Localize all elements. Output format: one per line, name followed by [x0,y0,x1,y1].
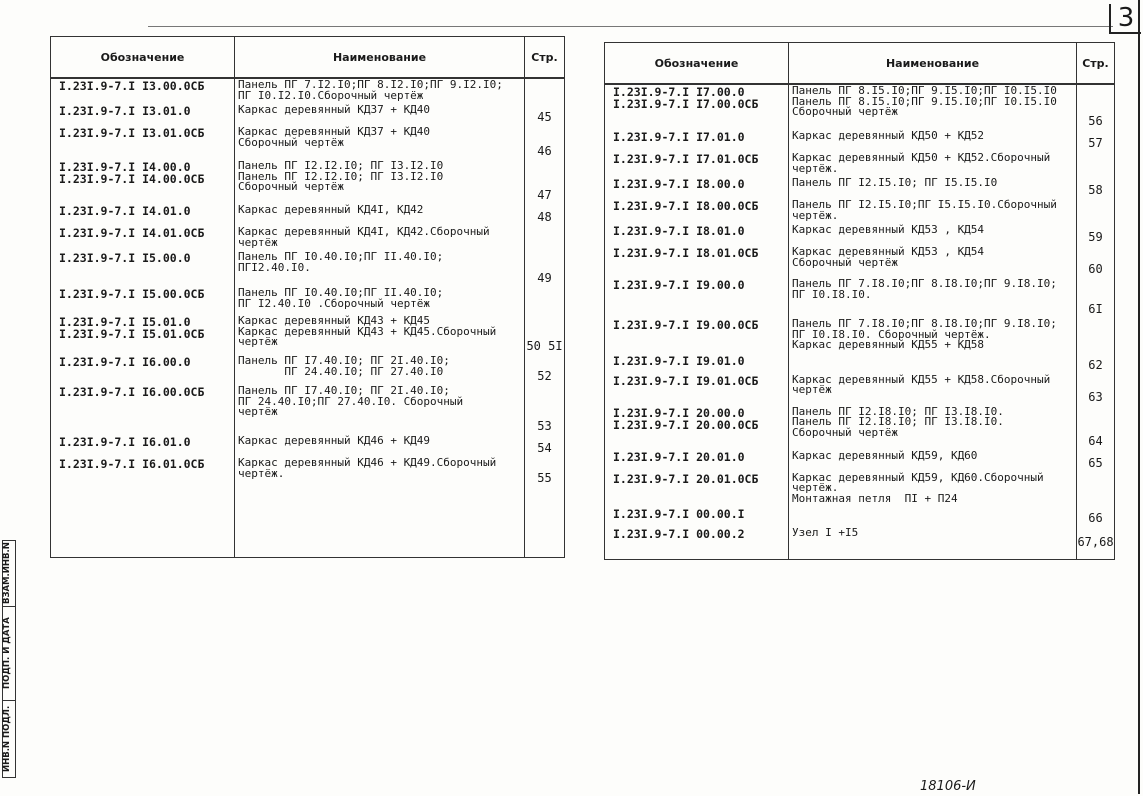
page-cell [1077,318,1115,354]
name-cell: Узел I +I5 [789,527,1077,551]
designation-cell: I.23I.9-7.I I9.01.0СБ [605,374,789,406]
name-cell: Панель ПГ 7.I8.I0;ПГ 8.I8.I0;ПГ 9.I8.I0; ПГ I0.I8.I0. [789,278,1077,318]
sheet-number: 3 [1109,4,1141,34]
name-cell [789,507,1077,527]
designation-cell: I.23I.9-7.I 20.00.0 I.23I.9-7.I 20.00.0СБ [605,406,789,450]
table-row [605,472,1115,508]
name-cell: Панель ПГ I0.40.I0;ПГ II.40.I0; ПГ I2.40.I0 .Сборочный чертёж [235,287,525,315]
table-row [51,226,565,251]
table-row [605,450,1115,472]
designation-cell: I.23I.9-7.I I7.01.0 [605,130,789,152]
empty-cell [51,487,235,558]
empty-cell [235,487,525,558]
name-cell: Каркас деревянный КД55 + КД58.Сборочный чертёж [789,374,1077,406]
designation-cell: I.23I.9-7.I I9.01.0 [605,354,789,374]
left-spec-table [50,36,565,558]
right-table-body [605,84,1115,560]
name-cell: Каркас деревянный КД37 + КД40 [235,104,525,126]
table-row [605,406,1115,450]
header-name: Наименование [789,43,1077,85]
table-row [605,152,1115,177]
designation-cell: I.23I.9-7.I I8.01.0 [605,224,789,246]
margin-label-replacement: ВЗАМ.ИНВ.N [2,542,12,604]
table-row [51,204,565,226]
name-cell: Каркас деревянный КД53 , КД54 [789,224,1077,246]
left-table-body [51,78,565,558]
table-row [605,354,1115,374]
name-cell: Каркас деревянный КД50 + КД52.Сборочный чертёж. [789,152,1077,177]
name-cell: Панель ПГ I2.I8.I0; ПГ I3.I8.I0. Панель ПГ I2.I8.I0; ПГ I3.I8.I0. Сборочный чертёж [789,406,1077,450]
table-row [51,78,565,104]
empty-cell [1077,551,1115,560]
page-cell: 60 [1077,246,1115,278]
name-cell: Каркас деревянный КД50 + КД52 [789,130,1077,152]
name-cell: Панель ПГ I7.40.I0; ПГ 2I.40.I0; ПГ 24.40.I0;ПГ 27.40.I0. Сборочный чертёж [235,385,525,435]
name-cell: Каркас деревянный КД4I, КД42.Сборочный чертёж [235,226,525,251]
table-row [605,199,1115,224]
table-row [605,130,1115,152]
page-cell: 52 [525,355,565,385]
table-row [605,278,1115,318]
empty-cell [789,551,1077,560]
page-cell: 67,68 [1077,527,1115,551]
name-cell: Каркас деревянный КД37 + КД40 Сборочный чертёж [235,126,525,160]
page-cell: 66 [1077,507,1115,527]
designation-cell: I.23I.9-7.I I6.00.0СБ [51,385,235,435]
name-cell: Каркас деревянный КД53 , КД54 Сборочный чертёж [789,246,1077,278]
table-row [51,355,565,385]
page-cell: 50 5I [525,315,565,355]
bottom-note: 18106-И [920,779,976,794]
name-cell: Панель ПГ I2.I5.I0;ПГ I5.I5.I0.Сборочный чертёж. [789,199,1077,224]
designation-cell: I.23I.9-7.I I9.00.0 [605,278,789,318]
sheet-top-line [148,26,1113,27]
table-row [605,527,1115,551]
designation-cell: I.23I.9-7.I I9.00.0СБ [605,318,789,354]
page-cell: 56 [1077,84,1115,130]
table-row [605,84,1115,130]
designation-cell: I.23I.9-7.I I8.00.0СБ [605,199,789,224]
header-page: Стр. [525,37,565,79]
table-row [51,104,565,126]
designation-cell: I.23I.9-7.I 00.00.I [605,507,789,527]
margin-divider [2,606,16,607]
page-cell: 48 [525,204,565,226]
page-cell: 47 [525,160,565,204]
empty-cell [525,487,565,558]
designation-cell: I.23I.9-7.I I3.00.0СБ [51,78,235,104]
name-cell: Каркас деревянный КД59, КД60.Сборочный чертёж. Монтажная петля ПI + П24 [789,472,1077,508]
page-cell [525,226,565,251]
page-cell: 46 [525,126,565,160]
header-designation: Обозначение [51,37,235,79]
name-cell: Каркас деревянный КД43 + КД45 Каркас деревянный КД43 + КД45.Сборочный чертёж [235,315,525,355]
page-cell: 49 [525,251,565,287]
designation-cell: I.23I.9-7.I I6.01.0 [51,435,235,457]
table-row [51,385,565,435]
page-cell [1077,152,1115,177]
margin-label-signature: ПОДП. И ДАТА [2,617,12,689]
table-row [51,251,565,287]
page-cell: 57 [1077,130,1115,152]
name-cell: Панель ПГ 7.I2.I0;ПГ 8.I2.I0;ПГ 9.I2.I0; ПГ I0.I2.I0.Сборочный чертёж [235,78,525,104]
page-cell: 58 [1077,177,1115,199]
margin-label-inventory: ИНВ.N ПОДЛ. [2,705,12,773]
header-page: Стр. [1077,43,1115,85]
page-cell [525,287,565,315]
table-row [51,287,565,315]
designation-cell: I.23I.9-7.I I5.00.0СБ [51,287,235,315]
table-row [605,224,1115,246]
page-cell: 59 [1077,224,1115,246]
designation-cell: I.23I.9-7.I 20.01.0 [605,450,789,472]
designation-cell: I.23I.9-7.I 20.01.0СБ [605,472,789,508]
page-cell [1077,199,1115,224]
name-cell: Панель ПГ I2.I2.I0; ПГ I3.I2.I0 Панель ПГ I2.I2.I0; ПГ I3.I2.I0 Сборочный чертёж [235,160,525,204]
name-cell: Панель ПГ 8.I5.I0;ПГ 9.I5.I0;ПГ I0.I5.I0 Панель ПГ 8.I5.I0;ПГ 9.I5.I0;ПГ I0.I5.I0 Сборочный чертёж [789,84,1077,130]
designation-cell: I.23I.9-7.I I4.01.0СБ [51,226,235,251]
name-cell: Каркас деревянный КД46 + КД49 [235,435,525,457]
name-cell: Панель ПГ I0.40.I0;ПГ II.40.I0; ПГI2.40.I0. [235,251,525,287]
designation-cell: I.23I.9-7.I 00.00.2 [605,527,789,551]
designation-cell: I.23I.9-7.I I4.01.0 [51,204,235,226]
right-spec-table [604,42,1115,560]
page-cell: 62 [1077,354,1115,374]
designation-cell: I.23I.9-7.I I6.00.0 [51,355,235,385]
name-cell: Каркас деревянный КД46 + КД49.Сборочный чертёж. [235,457,525,487]
table-row [605,246,1115,278]
page-cell: 65 [1077,450,1115,472]
name-cell: Панель ПГ I7.40.I0; ПГ 2I.40.I0; ПГ 24.40.I0; ПГ 27.40.I0 [235,355,525,385]
name-cell: Каркас деревянный КД59, КД60 [789,450,1077,472]
designation-cell: I.23I.9-7.I I6.01.0СБ [51,457,235,487]
page-cell [525,78,565,104]
designation-cell: I.23I.9-7.I I4.00.0 I.23I.9-7.I I4.00.0СБ [51,160,235,204]
table-row [51,126,565,160]
empty-cell [605,551,789,560]
designation-cell: I.23I.9-7.I I7.00.0 I.23I.9-7.I I7.00.0СБ [605,84,789,130]
table-row [51,457,565,487]
page-cell: 53 [525,385,565,435]
page-cell: 45 [525,104,565,126]
designation-cell: I.23I.9-7.I I5.00.0 [51,251,235,287]
table-row [51,160,565,204]
page-cell [1077,472,1115,508]
header-name: Наименование [235,37,525,79]
name-cell: Каркас деревянный КД4I, КД42 [235,204,525,226]
page-cell: 64 [1077,406,1115,450]
page-cell: 54 [525,435,565,457]
name-cell: Панель ПГ 7.I8.I0;ПГ 8.I8.I0;ПГ 9.I8.I0; ПГ I0.I8.I0. Сборочный чертёж. Каркас деревянный КД55 + КД58 [789,318,1077,354]
table-filler-row [605,551,1115,560]
table-row [51,435,565,457]
page-cell: 63 [1077,374,1115,406]
designation-cell: I.23I.9-7.I I8.01.0СБ [605,246,789,278]
header-designation: Обозначение [605,43,789,85]
table-row [605,318,1115,354]
margin-divider [2,700,16,701]
name-cell [789,354,1077,374]
name-cell: Панель ПГ I2.I5.I0; ПГ I5.I5.I0 [789,177,1077,199]
designation-cell: I.23I.9-7.I I8.00.0 [605,177,789,199]
table-row [51,315,565,355]
designation-cell: I.23I.9-7.I I5.01.0 I.23I.9-7.I I5.01.0СБ [51,315,235,355]
designation-cell: I.23I.9-7.I I3.01.0СБ [51,126,235,160]
designation-cell: I.23I.9-7.I I7.01.0СБ [605,152,789,177]
table-row [605,374,1115,406]
page-cell: 6I [1077,278,1115,318]
table-row [605,507,1115,527]
page-cell: 55 [525,457,565,487]
table-row [605,177,1115,199]
designation-cell: I.23I.9-7.I I3.01.0 [51,104,235,126]
table-filler-row [51,487,565,558]
